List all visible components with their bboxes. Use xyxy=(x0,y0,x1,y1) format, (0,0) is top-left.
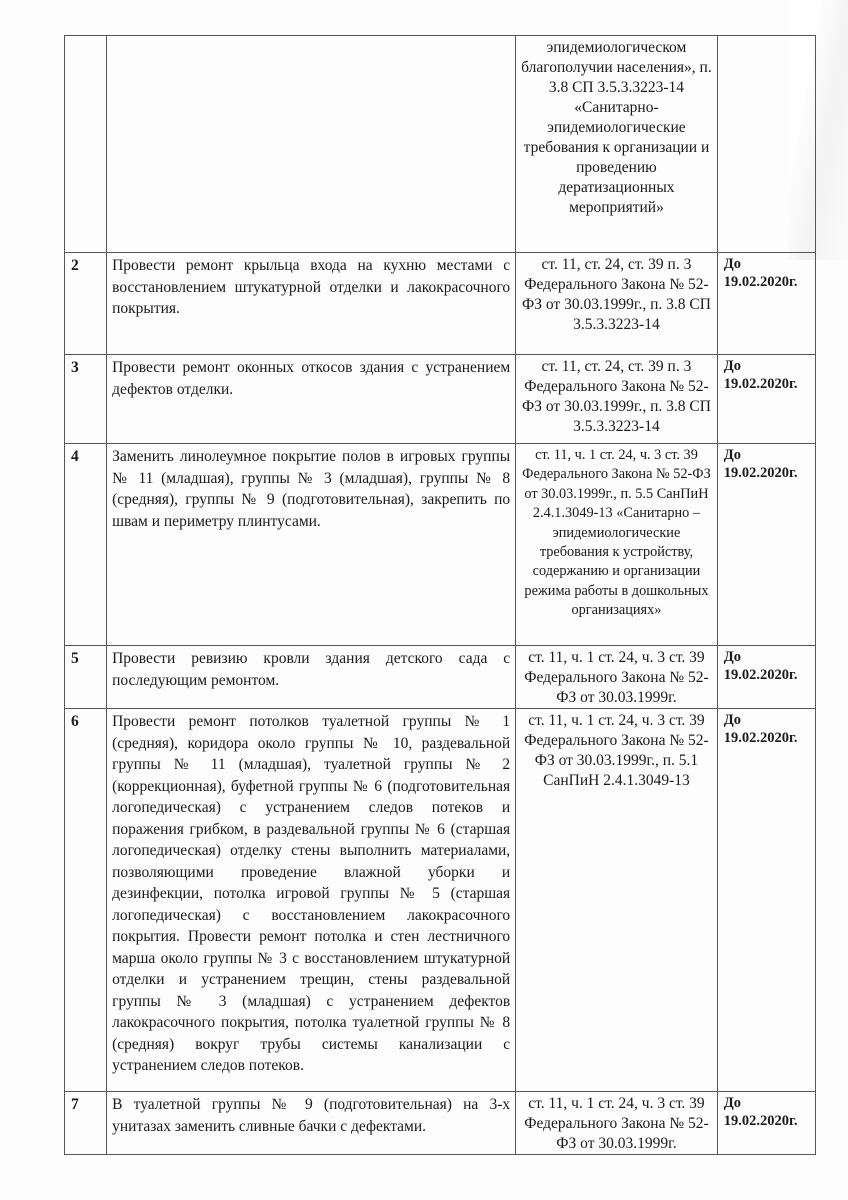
legal-basis: ст. 11, ст. 24, ст. 39 п. 3 Федерального Закона № 52-ФЗ от 30.03.1999г., п. 3.8 СП 3.5.3.3223-14 xyxy=(516,253,718,355)
row-number: 4 xyxy=(65,444,107,646)
legal-basis: ст. 11, ч. 1 ст. 24, ч. 3 ст. 39 Федерального Закона № 52-ФЗ от 30.03.1999г., п. 5.5 СанПиН 2.4.1.3049-13 «Санитарно – эпидемиологические требования к устройству, содержанию и организации режима работы в дошкольных организациях» xyxy=(516,444,718,646)
legal-basis: ст. 11, ч. 1 ст. 24, ч. 3 ст. 39 Федерального Закона № 52-ФЗ от 30.03.1999г. xyxy=(516,1092,718,1155)
deadline-date: 19.02.2020г. xyxy=(723,376,798,392)
table-row xyxy=(65,444,816,646)
task-text: В туалетной группы № 9 (подготовительная) на 3-х унитазах заменить сливные бачки с дефектами. xyxy=(107,1092,516,1155)
row-number xyxy=(65,36,107,253)
table-row xyxy=(65,646,816,709)
row-number: 7 xyxy=(65,1092,107,1155)
table-row xyxy=(65,1092,816,1155)
deadline xyxy=(717,1092,815,1155)
deadline xyxy=(717,355,815,444)
task-text: Провести ремонт оконных откосов здания с устранением дефектов отделки. xyxy=(107,355,516,444)
legal-basis: ст. 11, ст. 24, ст. 39 п. 3 Федерального Закона № 52-ФЗ от 30.03.1999г., п. 3.8 СП 3.5.3.3223-14 xyxy=(516,355,718,444)
row-number: 6 xyxy=(65,709,107,1092)
deadline xyxy=(717,36,815,253)
deadline-prefix: До xyxy=(723,649,741,665)
requirements-table xyxy=(64,35,816,1155)
deadline xyxy=(717,253,815,355)
deadline-date: 19.02.2020г. xyxy=(723,667,798,683)
table-row xyxy=(65,709,816,1092)
deadline-date: 19.02.2020г. xyxy=(723,465,798,481)
task-text: Провести ремонт потолков туалетной группы № 1 (средняя), коридора около группы № 10, раздевальной группы № 11 (младшая), туалетной группы № 2 (коррекционная), буфетной группы № 6 (подготовительная логопедическая) с устранением следов потеков и поражения грибком, в раздевальной группы № 6 (старшая логопедическая) отделку стены выполнить материалами, позволяющими проведение влажной уборки и дезинфекции, потолка игровой группы № 5 (старшая логопедическая) с восстановлением лакокрасочного покрытия. Провести ремонт потолка и стен лестничного марша около группы № 3 с восстановлением штукатурной отделки и устранением трещин, стены раздевальной группы № 3 (младшая) с устранением дефектов лакокрасочного покрытия, потолка туалетной группы № 8 (средняя) вокруг трубы системы канализации с устранением следов потеков. xyxy=(107,709,516,1092)
legal-basis: ст. 11, ч. 1 ст. 24, ч. 3 ст. 39 Федерального Закона № 52-ФЗ от 30.03.1999г., п. 5.1 СанПиН 2.4.1.3049-13 xyxy=(516,709,718,1092)
row-number: 3 xyxy=(65,355,107,444)
deadline-prefix: До xyxy=(723,712,741,728)
table-row xyxy=(65,253,816,355)
deadline-date: 19.02.2020г. xyxy=(723,1113,798,1129)
deadline xyxy=(717,709,815,1092)
deadline-date: 19.02.2020г. xyxy=(723,730,798,746)
row-number: 5 xyxy=(65,646,107,709)
deadline-prefix: До xyxy=(723,358,741,374)
task-text: Провести ревизию кровли здания детского сада с последующим ремонтом. xyxy=(107,646,516,709)
task-text: Заменить линолеумное покрытие полов в игровых группы № 11 (младшая), группы № 3 (младшая), группы № 8 (средняя), группы № 9 (подготовительная), закрепить по швам и периметру плинтусами. xyxy=(107,444,516,646)
deadline-date: 19.02.2020г. xyxy=(723,274,798,290)
deadline-prefix: До xyxy=(723,256,741,272)
legal-basis: эпидемиологическом благополучии населения», п. 3.8 СП 3.5.3.3223-14 «Санитарно-эпидемиологические требования к организации и проведению дератизационных мероприятий» xyxy=(516,36,718,253)
table-row xyxy=(65,355,816,444)
deadline-prefix: До xyxy=(723,447,741,463)
task-text: Провести ремонт крыльца входа на кухню местами с восстановлением штукатурной отделки и лакокрасочного покрытия. xyxy=(107,253,516,355)
task-text xyxy=(107,36,516,253)
deadline xyxy=(717,444,815,646)
deadline-prefix: До xyxy=(723,1095,741,1111)
table-row xyxy=(65,36,816,253)
row-number: 2 xyxy=(65,253,107,355)
deadline xyxy=(717,646,815,709)
legal-basis: ст. 11, ч. 1 ст. 24, ч. 3 ст. 39 Федерального Закона № 52-ФЗ от 30.03.1999г. xyxy=(516,646,718,709)
